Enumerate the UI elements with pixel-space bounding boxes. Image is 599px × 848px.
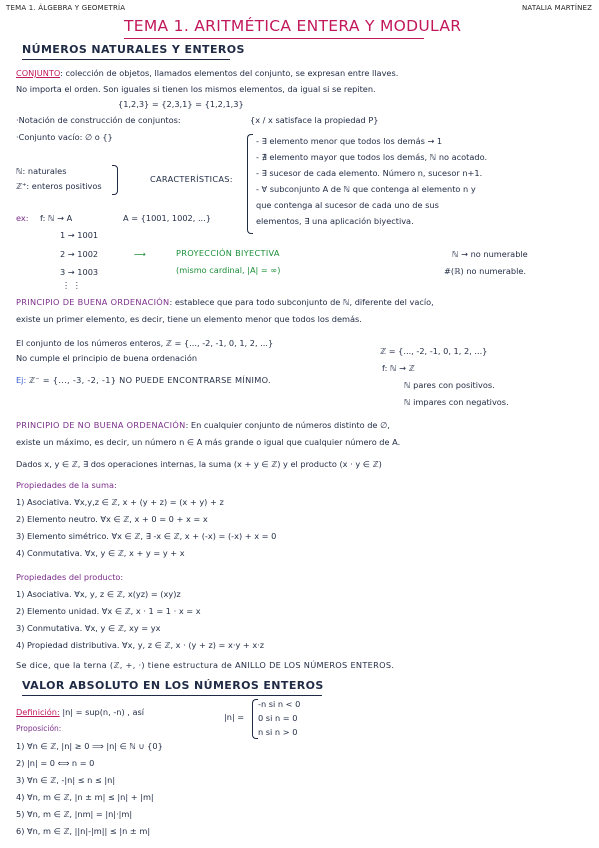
prop-producto-heading: Propiedades del producto: bbox=[16, 572, 124, 582]
proposicion-label: Proposición: bbox=[16, 724, 62, 733]
example-sets: {1,2,3} = {2,3,1} = {1,2,1,3} bbox=[118, 99, 244, 109]
notacion-expr: {x / x satisface la propiedad P} bbox=[250, 115, 379, 125]
enteros-label: ℤ⁺: enteros positivos bbox=[16, 181, 102, 191]
prop-suma-3: 3) Elemento simétrico. ∀x ∈ ℤ, ∃ -x ∈ ℤ, x + (-x) = (-x) + x = 0 bbox=[16, 531, 277, 541]
abs-case-2: 0 si n = 0 bbox=[258, 713, 298, 723]
abs-prop-5: 5) ∀n, m ∈ ℤ, |nm| = |n|·|m| bbox=[16, 809, 133, 819]
prop-producto-1: 1) Asociativa. ∀x, y, z ∈ ℤ, x(yz) = (xy)z bbox=[16, 589, 181, 599]
conjunto-line bbox=[16, 68, 398, 78]
ej-line bbox=[16, 375, 271, 385]
abs-prop-6: 6) ∀n, m ∈ ℤ, ||n|-|m|| ≤ |n ± m| bbox=[16, 826, 151, 836]
conjunto-label: CONJUNTO bbox=[16, 68, 61, 78]
section-underline bbox=[22, 59, 230, 60]
pares-text: ℕ pares con positivos. bbox=[404, 380, 495, 390]
prop-suma-1: 1) Asociativa. ∀x,y,z ∈ ℤ, x + (y + z) = (x + y) + z bbox=[16, 497, 224, 507]
caracteristica-5: que contenga al sucesor de cada uno de sus bbox=[256, 200, 439, 210]
vacio-text: ·Conjunto vacío: ∅ o {} bbox=[16, 132, 113, 142]
buena-ordenacion-label: PRINCIPIO DE BUENA ORDENACIÓN bbox=[16, 297, 170, 307]
no-buena-line1 bbox=[16, 420, 390, 430]
proyeccion-sub: (mismo cardinal, |A| = ∞) bbox=[176, 265, 281, 275]
z-def: ℤ = {..., -2, -1, 0, 1, 2, ...} bbox=[380, 346, 488, 356]
definicion-line bbox=[16, 707, 144, 717]
prop-suma-heading: Propiedades de la suma: bbox=[16, 480, 117, 490]
prop-producto-4: 4) Propiedad distributiva. ∀x, y, z ∈ ℤ, x · (y + z) = x·y + x·z bbox=[16, 640, 265, 650]
caracteristica-3: - ∃ sucesor de cada elemento. Número n, sucesor n+1. bbox=[256, 168, 483, 178]
definicion-text: |n| = sup(n, -n) , así bbox=[62, 707, 145, 717]
notacion-text: ·Notación de construcción de conjuntos: bbox=[16, 115, 181, 125]
prop-suma-2: 2) Elemento neutro. ∀x ∈ ℤ, x + 0 = 0 + x = x bbox=[16, 514, 208, 524]
abs-def-label: |n| = bbox=[224, 712, 245, 722]
ex-map: f: ℕ → A bbox=[40, 213, 73, 223]
header-subject: TEMA 1. ÁLGEBRA Y GEOMETRÍA bbox=[6, 4, 126, 12]
no-buena-text1: : En cualquier conjunto de números distinto de ∅, bbox=[185, 420, 390, 430]
orden-text: No importa el orden. Son iguales si tienen los mismos elementos, da igual si se repiten. bbox=[16, 84, 376, 94]
conjunto-text: : colección de objetos, llamados elementos del conjunto, se expresan entre llaves. bbox=[60, 68, 399, 78]
ej-text: ℤ⁻ = {..., -3, -2, -1} NO PUEDE ENCONTRARSE MÍNIMO. bbox=[28, 375, 271, 385]
enteros-def-2: No cumple el principio de buena ordenación bbox=[16, 353, 198, 363]
abs-prop-4: 4) ∀n, m ∈ ℤ, |n ± m| ≤ |n| + |m| bbox=[16, 792, 154, 802]
proyeccion-arrow: ⟶ bbox=[134, 249, 146, 259]
no-buena-text2: existe un máximo, es decir, un número n ∈ A más grande o igual que cualquier número de A. bbox=[16, 437, 401, 447]
ex-row-3: 3 → 1003 bbox=[60, 267, 99, 277]
prop-suma-4: 4) Conmutativa. ∀x, y ∈ ℤ, x + y = y + x bbox=[16, 548, 185, 558]
no-buena-label: PRINCIPIO DE NO BUENA ORDENACIÓN bbox=[16, 420, 186, 430]
ex-row-1: 1 → 1001 bbox=[60, 230, 99, 240]
buena-ordenacion-text2: existe un primer elemento, es decir, tiene un elemento menor que todos los demás. bbox=[16, 314, 362, 324]
caracteristica-2: - ∄ elemento mayor que todos los demás, ℕ no acotado. bbox=[256, 152, 488, 162]
caracteristicas-label: CARACTERÍSTICAS: bbox=[150, 174, 233, 184]
buena-ordenacion-line1 bbox=[16, 297, 434, 307]
naturales-brace bbox=[112, 165, 118, 195]
section-underline-2 bbox=[22, 695, 322, 696]
header-author: NATALIA MARTÍNEZ bbox=[522, 4, 593, 12]
section-heading-naturales: NÚMEROS NATURALES Y ENTEROS bbox=[22, 43, 245, 56]
naturales-label: ℕ: naturales bbox=[16, 166, 67, 176]
definicion-label: Definición: bbox=[16, 707, 60, 717]
enteros-def-1: El conjunto de los números enteros, ℤ = {..., -2, -1, 0, 1, 2, ...} bbox=[16, 338, 274, 348]
abs-prop-2: 2) |n| = 0 ⟺ n = 0 bbox=[16, 758, 95, 768]
ej-label: Ej: bbox=[16, 375, 27, 385]
caracteristica-4: - ∀ subconjunto A de ℕ que contenga al elemento n y bbox=[256, 184, 476, 194]
page-title: TEMA 1. ARITMÉTICA ENTERA Y MODULAR bbox=[124, 17, 462, 35]
abs-prop-3: 3) ∀n ∈ ℤ, -|n| ≤ n ≤ |n| bbox=[16, 775, 116, 785]
proyeccion-title: PROYECCIÓN BIYECTIVA bbox=[176, 248, 280, 258]
impares-text: ℕ impares con negativos. bbox=[404, 397, 509, 407]
caracteristicas-brace bbox=[247, 134, 253, 234]
buena-ordenacion-text1: : establece que para todo subconjunto de ℕ, diferente del vacío, bbox=[169, 297, 434, 307]
prop-producto-2: 2) Elemento unidad. ∀x ∈ ℤ, x · 1 = 1 · x = x bbox=[16, 606, 201, 616]
abs-prop-1: 1) ∀n ∈ ℤ, |n| ≥ 0 ⟹ |n| ∈ ℕ ∪ {0} bbox=[16, 741, 163, 751]
anillo-text: Se dice, que la terna (ℤ, +, ·) tiene estructura de ANILLO DE LOS NÚMEROS ENTEROS. bbox=[16, 660, 395, 670]
dados-text: Dados x, y ∈ ℤ, ∃ dos operaciones internas, la suma (x + y ∈ ℤ) y el producto (x · y ∈ ℤ) bbox=[16, 459, 382, 469]
ex-label: ex: bbox=[16, 213, 29, 223]
abs-case-1: -n si n < 0 bbox=[258, 699, 301, 709]
caracteristica-6: elementos, ∃ una aplicación biyectiva. bbox=[256, 216, 414, 226]
abs-case-3: n si n > 0 bbox=[258, 727, 298, 737]
f-map: f: ℕ → ℤ bbox=[382, 363, 415, 373]
prop-producto-3: 3) Conmutativa. ∀x, y ∈ ℤ, xy = yx bbox=[16, 623, 161, 633]
numerable-text: ℕ → no numerable bbox=[452, 249, 528, 259]
ex-set: A = {1001, 1002, ...} bbox=[123, 213, 211, 223]
caracteristica-1: - ∃ elemento menor que todos los demás → 1 bbox=[256, 136, 443, 146]
ex-row-2: 2 → 1002 bbox=[60, 249, 99, 259]
title-underline bbox=[124, 38, 424, 39]
section-heading-valor-absoluto: VALOR ABSOLUTO EN LOS NÚMEROS ENTEROS bbox=[22, 679, 324, 692]
no-numerable-text: #(ℝ) no numerable. bbox=[444, 266, 527, 276]
ex-row-dots: ⋮ ⋮ bbox=[62, 280, 81, 290]
